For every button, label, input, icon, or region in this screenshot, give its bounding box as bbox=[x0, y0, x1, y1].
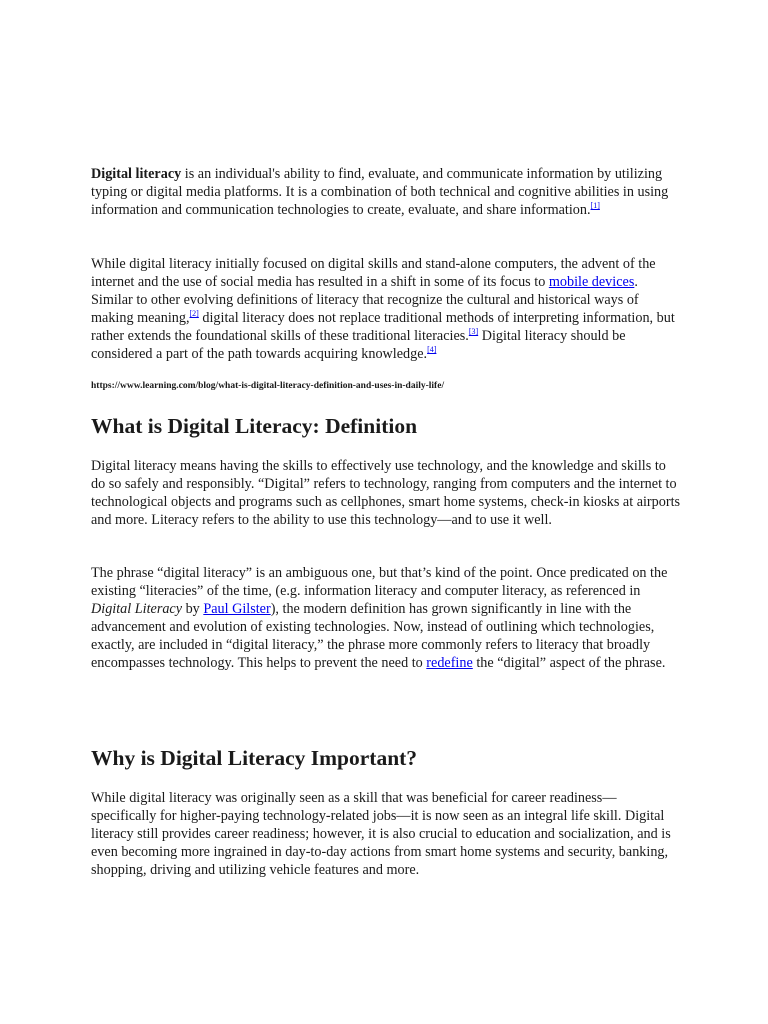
importance-heading: Why is Digital Literacy Important? bbox=[91, 746, 418, 770]
intro-paragraph bbox=[91, 165, 681, 219]
footnote-link-3[interactable]: [3] bbox=[468, 327, 479, 336]
phrase-text-1: The phrase “digital literacy” is an ambiguous one, but that’s kind of the point. Once predicated on the existing “literacies” of the time, (e.g. information literacy and computer literacy, as referenced in bbox=[91, 565, 668, 599]
phrase-text-2: by bbox=[182, 601, 204, 617]
focus-text-2: . Similar to other evolving definitions of literacy that recognize the cultural and historical ways of making meaning, bbox=[91, 274, 639, 326]
focus-text-1: While digital literacy initially focused on digital skills and stand-alone computers, the advent of the internet and the use of social media has resulted in a shift in some of its focus to bbox=[91, 256, 656, 290]
redefine-link[interactable]: redefine bbox=[426, 655, 473, 671]
intro-term: Digital literacy bbox=[91, 166, 182, 182]
definition-heading: What is Digital Literacy: Definition bbox=[91, 414, 418, 438]
importance-paragraph: While digital literacy was originally seen as a skill that was beneficial for career readiness—specifically for higher-paying technology-related jobs—it is now seen as an integral life skill. Digital literacy still provides career readiness; however, it is also crucial to education and socialization, and is even becoming more ingrained in day-to-day actions from smart home systems and security, banking, shopping, driving and utilizing vehicle features and more. bbox=[91, 790, 671, 878]
phrase-text-4: the “digital” aspect of the phrase. bbox=[472, 655, 666, 671]
definition-paragraph: Digital literacy means having the skills to effectively use technology, and the knowledge and skills to do so safely and responsibly. “Digital” refers to technology, ranging from computers and the internet to technological objects and programs such as cellphones, smart home systems, check-in kiosks at airports and more. Literacy refers to the ability to use this technology—and to use it well. bbox=[91, 458, 681, 528]
intro-text: is an individual's ability to find, evaluate, and communicate information by utilizing typing or digital media platforms. It is a combination of both technical and cognitive abilities in using information and communication technologies to create, evaluate, and share information. bbox=[91, 166, 669, 218]
footnote-link-4[interactable]: [4] bbox=[427, 345, 437, 354]
focus-paragraph bbox=[91, 255, 681, 363]
paul-gilster-link[interactable]: Paul Gilster bbox=[203, 601, 271, 617]
phrase-paragraph bbox=[91, 564, 681, 672]
phrase-text-3: ), the modern definition has grown significantly in line with the advancement and evolution of existing technologies. Now, instead of outlining which technologies, exactly, are included in “digital literacy,” the phrase more commonly refers to literacy that broadly encompasses technology. This helps to prevent the need to bbox=[91, 601, 655, 671]
book-title: Digital Literacy bbox=[91, 601, 183, 617]
mobile-devices-link[interactable]: mobile devices bbox=[548, 274, 635, 290]
focus-text-4: Digital literacy should be considered a part of the path towards acquiring knowledge. bbox=[91, 328, 626, 362]
footnote-link-1[interactable]: [1] bbox=[590, 201, 600, 210]
focus-text-3: digital literacy does not replace traditional methods of interpreting information, but rather extends the foundational skills of these traditional literacies. bbox=[91, 310, 675, 344]
footnote-link-2[interactable]: [2] bbox=[189, 309, 199, 318]
source-url: https://www.learning.com/blog/what-is-digital-literacy-definition-and-uses-in-daily-life/ bbox=[91, 381, 445, 391]
